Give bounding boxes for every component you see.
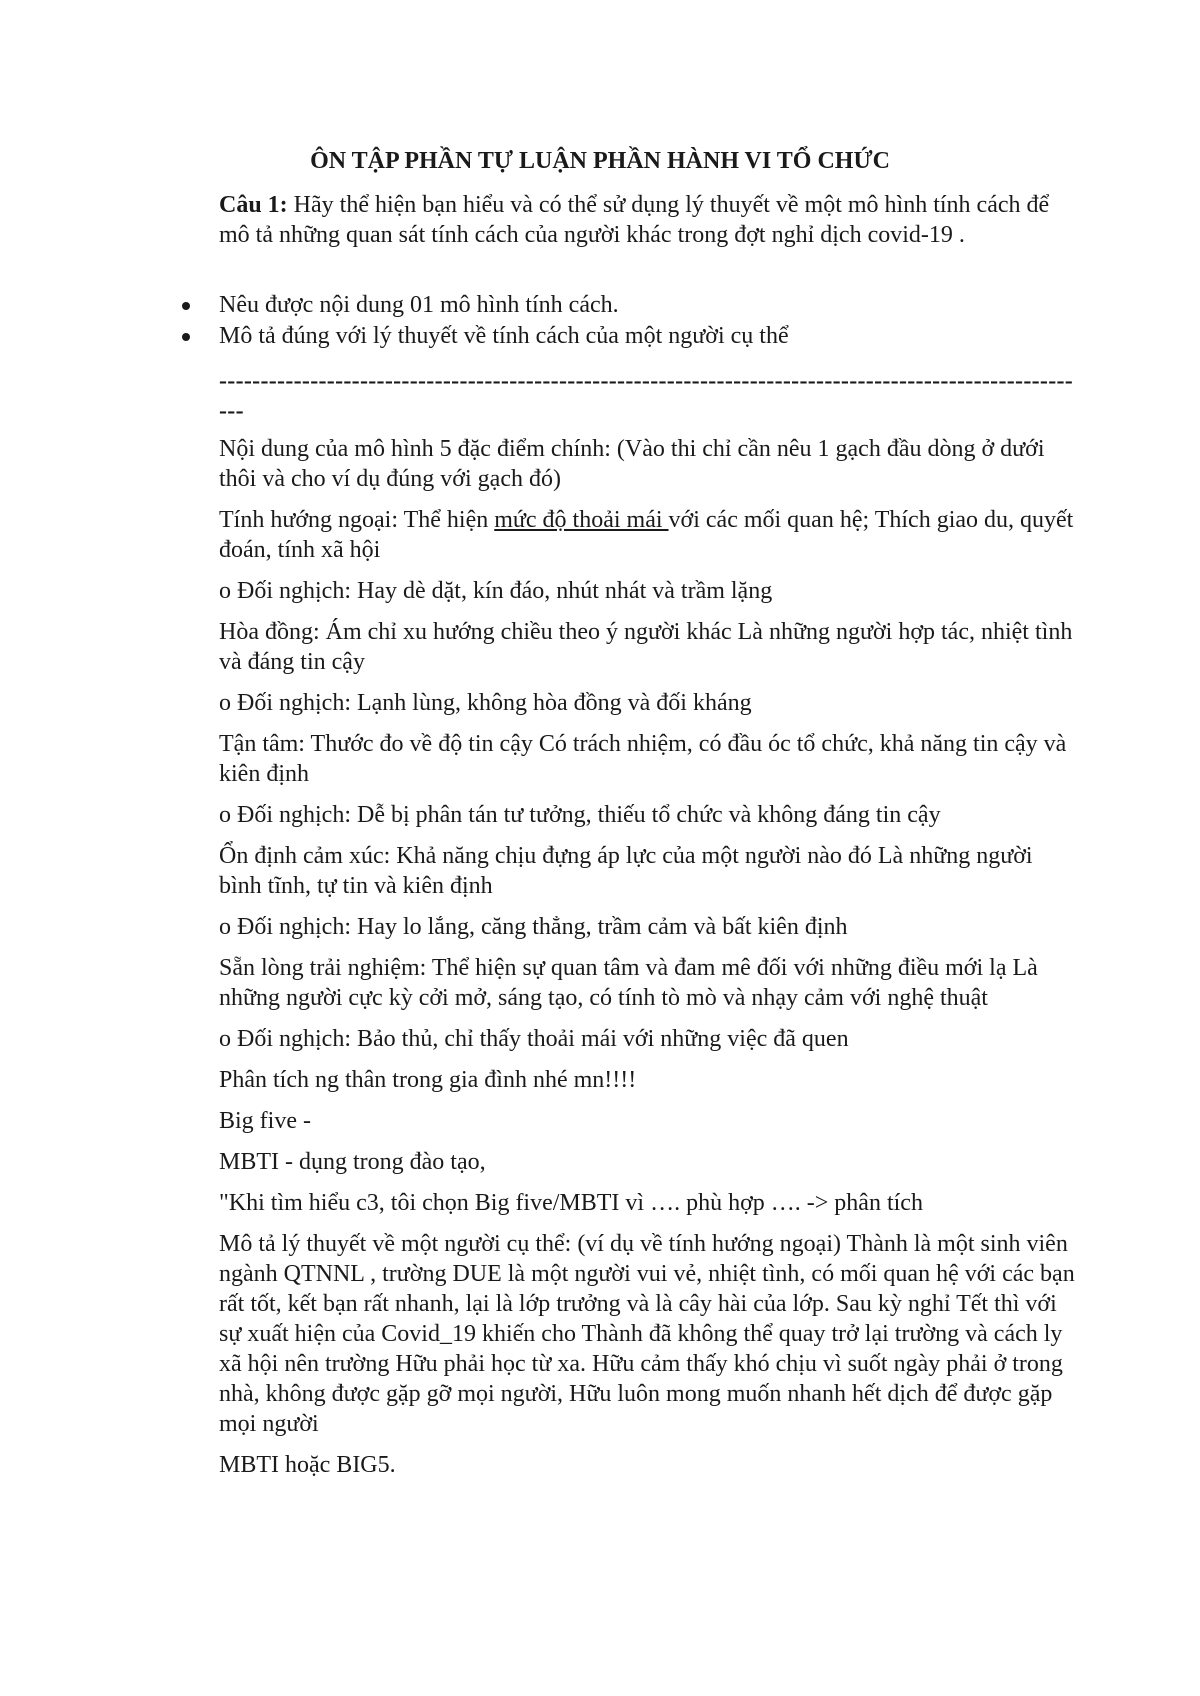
paragraph: "Khi tìm hiểu c3, tôi chọn Big five/MBTI vì …. phù hợp …. -> phân tích — [219, 1190, 923, 1216]
paragraph: o Đối nghịch: Hay dè dặt, kín đáo, nhút nhát và trầm lặng — [219, 578, 773, 604]
paragraph: Tận tâm: Thước đo về độ tin cậy Có trách nhiệm, có đầu óc tổ chức, khả năng tin cậy và kiên định — [219, 731, 1067, 787]
answer-content — [219, 434, 1079, 1491]
bullet-icon — [182, 302, 190, 310]
list-item: Mô tả đúng với lý thuyết về tính cách của một người cụ thể — [182, 321, 789, 352]
paragraph: MBTI - dụng trong đào tạo, — [219, 1149, 486, 1175]
list-item: Nêu được nội dung 01 mô hình tính cách. — [182, 290, 789, 321]
paragraph: o Đối nghịch: Dễ bị phân tán tư tưởng, thiếu tổ chức và không đáng tin cậy — [219, 802, 941, 828]
question-text: Hãy thể hiện bạn hiểu và có thể sử dụng lý thuyết về một mô hình tính cách để mô tả những quan sát tính cách của người khác trong đợt nghỉ dịch covid-19 . — [219, 192, 1050, 248]
bullet-icon — [182, 333, 190, 341]
paragraph: o Đối nghịch: Hay lo lắng, căng thẳng, trầm cảm và bất kiên định — [219, 914, 848, 940]
requirement-list — [182, 290, 789, 352]
paragraph: Nội dung của mô hình 5 đặc điểm chính: (Vào thi chỉ cần nêu 1 gạch đầu dòng ở dưới thôi và cho ví dụ đúng với gạch đó) — [219, 436, 1045, 492]
paragraph: Mô tả lý thuyết về một người cụ thể: (ví dụ về tính hướng ngoại) Thành là một sinh viên ngành QTNNL , trường DUE là một người vui vẻ, nhiệt tình, có mối quan hệ với các bạn rất tốt, kết bạn rất nhanh, lại là lớp trưởng và là cây hài của lớp. Sau kỳ nghỉ Tết thì với sự xuất hiện của Covid_19 khiến cho Thành đã không thể quay trở lại trường và cách ly xã hội nên trường Hữu phải học từ xa. Hữu cảm thấy khó chịu vì suốt ngày phải ở trong nhà, không được gặp gỡ mọi người, Hữu luôn mong muốn nhanh hết dịch để được gặp mọi người — [219, 1231, 1075, 1437]
dashed-separator: ---------------------------------------------------------------------------------------------------------- — [219, 368, 1074, 424]
paragraph: o Đối nghịch: Lạnh lùng, không hòa đồng và đối kháng — [219, 690, 752, 716]
paragraph: o Đối nghịch: Bảo thủ, chỉ thấy thoải mái với những việc đã quen — [219, 1026, 849, 1052]
paragraph: MBTI hoặc BIG5. — [219, 1452, 396, 1478]
paragraph: Hòa đồng: Ám chỉ xu hướng chiều theo ý người khác Là những người hợp tác, nhiệt tình và đáng tin cậy — [219, 619, 1073, 675]
paragraph-extraversion: Tính hướng ngoại: Thể hiện mức độ thoải mái với các mối quan hệ; Thích giao du, quyết đoán, tính xã hội — [219, 507, 1074, 563]
paragraph: Ổn định cảm xúc: Khả năng chịu đựng áp lực của một người nào đó Là những người bình tĩnh, tự tin và kiên định — [219, 843, 1033, 899]
underlined-text: mức độ thoải mái — [494, 507, 669, 533]
paragraph: Phân tích ng thân trong gia đình nhé mn!!!! — [219, 1067, 637, 1093]
paragraph: Big five - — [219, 1108, 311, 1134]
question-1 — [219, 190, 1079, 250]
paragraph: Sẵn lòng trải nghiệm: Thể hiện sự quan tâm và đam mê đối với những điều mới lạ Là những người cực kỳ cởi mở, sáng tạo, có tính tò mò và nhạy cảm với nghệ thuật — [219, 955, 1038, 1011]
document-title: ÔN TẬP PHẦN TỰ LUẬN PHẦN HÀNH VI TỔ CHỨC — [310, 148, 890, 174]
question-label: Câu 1: — [219, 192, 288, 218]
